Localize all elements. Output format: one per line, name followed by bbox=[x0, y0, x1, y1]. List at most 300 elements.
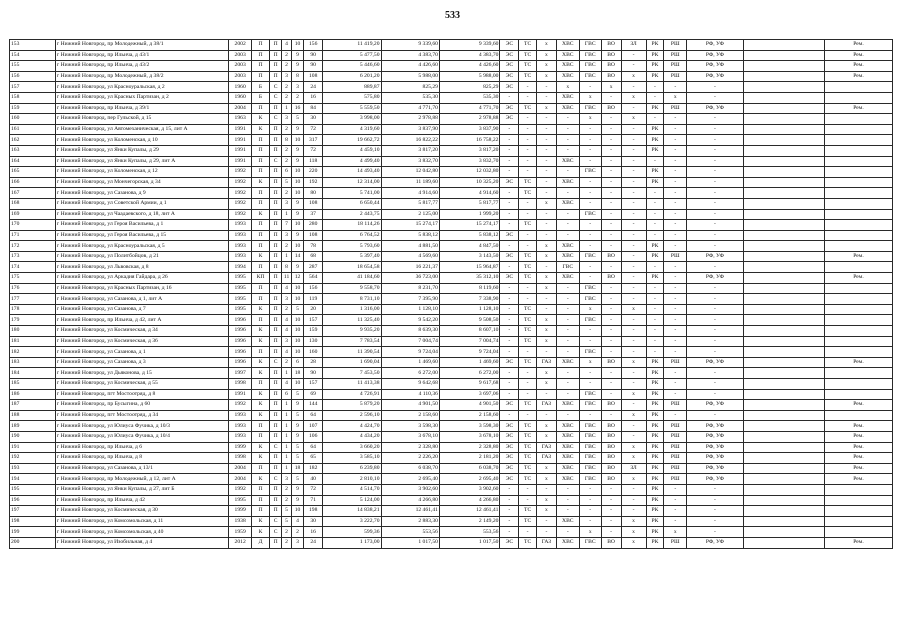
table-cell: - bbox=[579, 379, 601, 390]
table-cell: ТС bbox=[519, 516, 537, 527]
table-cell: ЭС bbox=[500, 421, 519, 432]
table-cell: 5 559,50 bbox=[323, 103, 381, 114]
table-cell: 2 596,10 bbox=[323, 410, 381, 421]
table-cell: 20 bbox=[304, 304, 323, 315]
table-cell: П bbox=[269, 431, 282, 442]
table-cell: 3 678,10 bbox=[439, 431, 500, 442]
table-cell: - bbox=[519, 124, 537, 135]
table-cell: ХВС bbox=[556, 537, 579, 548]
table-cell: х bbox=[579, 527, 601, 538]
table-cell: ВО bbox=[601, 474, 621, 485]
table-cell: - bbox=[500, 135, 519, 146]
table-row bbox=[10, 103, 893, 114]
table-cell: ГВС bbox=[579, 251, 601, 262]
table-cell: 4 726,91 bbox=[323, 389, 381, 400]
table-cell: РК bbox=[646, 506, 664, 517]
table-cell bbox=[743, 389, 824, 400]
table-row bbox=[10, 537, 893, 548]
table-cell: Рем. bbox=[825, 474, 893, 485]
table-cell: РК bbox=[646, 400, 664, 411]
table-cell: - bbox=[519, 495, 537, 506]
table-cell: х bbox=[664, 92, 687, 103]
table-cell: 4 499,40 bbox=[323, 156, 381, 167]
table-cell: ХВС bbox=[556, 516, 579, 527]
table-cell: - bbox=[621, 198, 646, 209]
table-cell: 15 964,87 bbox=[439, 262, 500, 273]
table-cell: КП bbox=[252, 273, 270, 284]
table-cell: х bbox=[536, 198, 556, 209]
table-cell: С bbox=[269, 92, 282, 103]
table-cell: 10 bbox=[291, 379, 304, 390]
table-cell: ЭС bbox=[500, 463, 519, 474]
table-cell: К bbox=[252, 516, 270, 527]
table-cell: - bbox=[579, 262, 601, 273]
table-cell: - bbox=[601, 484, 621, 495]
table-cell: 30 bbox=[304, 114, 323, 125]
table-cell: - bbox=[664, 241, 687, 252]
table-cell: 2012 bbox=[229, 537, 252, 548]
table-cell: ВО bbox=[601, 50, 621, 61]
table-cell: ХВС bbox=[556, 474, 579, 485]
table-cell: 9 bbox=[291, 400, 304, 411]
table-cell: 108 bbox=[304, 230, 323, 241]
table-cell: 9 bbox=[291, 198, 304, 209]
table-cell: 189 bbox=[10, 421, 56, 432]
table-cell: ВО bbox=[601, 453, 621, 464]
table-cell: 80 bbox=[304, 188, 323, 199]
table-row bbox=[10, 156, 893, 167]
table-cell: ГВС bbox=[579, 421, 601, 432]
table-cell: 3 222,70 bbox=[323, 516, 381, 527]
table-cell: 71 bbox=[304, 495, 323, 506]
table-cell: 2 328,80 bbox=[439, 442, 500, 453]
table-cell: - bbox=[687, 410, 743, 421]
table-cell: - bbox=[500, 156, 519, 167]
table-cell: 18 654,58 bbox=[323, 262, 381, 273]
table-cell: ГВС bbox=[579, 442, 601, 453]
table-cell: ВО bbox=[601, 463, 621, 474]
table-cell: - bbox=[601, 135, 621, 146]
table-cell: П bbox=[269, 315, 282, 326]
table-cell: - bbox=[579, 145, 601, 156]
table-cell: 4 914,60 bbox=[381, 188, 439, 199]
table-cell: - bbox=[687, 516, 743, 527]
table-cell: 2 158,60 bbox=[439, 410, 500, 421]
table-cell: - bbox=[556, 389, 579, 400]
table-cell: 2 bbox=[282, 50, 291, 61]
table-cell: 160 bbox=[10, 114, 56, 125]
table-cell: 7 bbox=[282, 220, 291, 231]
table-cell bbox=[825, 495, 893, 506]
table-cell: ВО bbox=[601, 431, 621, 442]
table-cell: 8 731,10 bbox=[323, 294, 381, 305]
table-cell: Рем. bbox=[825, 251, 893, 262]
table-cell: - bbox=[687, 92, 743, 103]
table-cell: ГВС bbox=[579, 61, 601, 72]
table-cell: - bbox=[664, 145, 687, 156]
table-cell bbox=[743, 315, 824, 326]
table-cell: - bbox=[664, 230, 687, 241]
table-cell: П bbox=[252, 315, 270, 326]
table-cell bbox=[825, 410, 893, 421]
table-cell: П bbox=[252, 220, 270, 231]
table-cell: 5 988,00 bbox=[381, 71, 439, 82]
table-cell: П bbox=[252, 262, 270, 273]
table-cell: 12 461,41 bbox=[381, 506, 439, 517]
table-cell: 2 443,75 bbox=[323, 209, 381, 220]
table-cell: П bbox=[269, 283, 282, 294]
address-cell: г Нижний Новгород, ул Красноуральская, д 5 bbox=[55, 241, 228, 252]
table-row bbox=[10, 92, 893, 103]
table-cell bbox=[825, 145, 893, 156]
table-cell: - bbox=[664, 273, 687, 284]
table-cell: - bbox=[601, 347, 621, 358]
table-cell: - bbox=[621, 145, 646, 156]
table-cell: РШ bbox=[664, 431, 687, 442]
table-cell: - bbox=[500, 389, 519, 400]
table-cell: 1 bbox=[282, 421, 291, 432]
table-cell: 40 bbox=[304, 474, 323, 485]
table-cell: 198 bbox=[10, 516, 56, 527]
table-cell: Б bbox=[252, 92, 270, 103]
table-cell: РШ bbox=[664, 357, 687, 368]
table-row bbox=[10, 40, 893, 51]
table-cell: 9 724,04 bbox=[439, 347, 500, 358]
table-cell: П bbox=[269, 103, 282, 114]
table-cell: Д bbox=[252, 537, 270, 548]
table-cell: 14 838,21 bbox=[323, 506, 381, 517]
table-cell: 2 bbox=[282, 357, 291, 368]
table-cell: ВО bbox=[601, 400, 621, 411]
table-cell: - bbox=[646, 230, 664, 241]
table-cell: ТС bbox=[519, 40, 537, 51]
table-cell: 1993 bbox=[229, 220, 252, 231]
table-cell: 6 764,52 bbox=[323, 230, 381, 241]
table-cell: 1995 bbox=[229, 495, 252, 506]
table-cell: - bbox=[621, 421, 646, 432]
table-cell: 5 838,12 bbox=[439, 230, 500, 241]
table-cell: 16 bbox=[304, 92, 323, 103]
table-cell: х bbox=[536, 71, 556, 82]
table-cell: ГВС bbox=[579, 40, 601, 51]
table-cell: - bbox=[536, 304, 556, 315]
table-cell: - bbox=[687, 484, 743, 495]
table-cell: РК bbox=[646, 527, 664, 538]
table-cell: 9 bbox=[291, 156, 304, 167]
table-row bbox=[10, 336, 893, 347]
table-cell: 9 bbox=[291, 230, 304, 241]
table-cell: - bbox=[621, 484, 646, 495]
table-cell: 4 514,70 bbox=[323, 484, 381, 495]
table-cell: 4 383,70 bbox=[381, 50, 439, 61]
table-cell: 1996 bbox=[229, 336, 252, 347]
table-cell bbox=[825, 326, 893, 337]
table-row bbox=[10, 484, 893, 495]
table-cell: 287 bbox=[304, 262, 323, 273]
table-cell: 9 bbox=[291, 145, 304, 156]
table-cell bbox=[743, 336, 824, 347]
table-cell: 2 bbox=[282, 92, 291, 103]
table-cell: 4 266,80 bbox=[439, 495, 500, 506]
table-cell: П bbox=[269, 230, 282, 241]
table-cell: 2 158,60 bbox=[381, 410, 439, 421]
table-cell: Рем. bbox=[825, 431, 893, 442]
table-cell: - bbox=[646, 198, 664, 209]
table-cell: - bbox=[664, 167, 687, 178]
table-cell: - bbox=[664, 220, 687, 231]
table-cell: 18 bbox=[291, 463, 304, 474]
address-cell: г Нижний Новгород, ул Юлиуса Фучика, д 10/4 bbox=[55, 431, 228, 442]
table-cell: - bbox=[500, 379, 519, 390]
table-cell: 10 bbox=[291, 326, 304, 337]
table-cell: 825,29 bbox=[381, 82, 439, 93]
table-cell: 195 bbox=[10, 484, 56, 495]
table-row bbox=[10, 389, 893, 400]
table-cell: - bbox=[536, 294, 556, 305]
table-cell: РК bbox=[646, 410, 664, 421]
table-cell: - bbox=[664, 114, 687, 125]
table-cell: - bbox=[621, 167, 646, 178]
address-cell: г Нижний Новгород, ул Героя Васильева, д 1 bbox=[55, 220, 228, 231]
table-cell: 10 bbox=[291, 347, 304, 358]
table-cell: 174 bbox=[10, 262, 56, 273]
table-cell: РФ, УФ bbox=[687, 463, 743, 474]
address-cell: г Нижний Новгород, пр Ильича, д 42, лит А bbox=[55, 315, 228, 326]
table-cell: П bbox=[269, 495, 282, 506]
table-cell: - bbox=[500, 516, 519, 527]
table-cell: 9 508,50 bbox=[439, 315, 500, 326]
address-cell: г Нижний Новгород, ул Коломенская, д 12 bbox=[55, 167, 228, 178]
table-cell: - bbox=[579, 273, 601, 284]
table-cell: ЭС bbox=[500, 82, 519, 93]
table-cell: П bbox=[269, 40, 282, 51]
table-cell: РК bbox=[646, 389, 664, 400]
table-cell bbox=[743, 273, 824, 284]
table-cell: 889,87 bbox=[323, 82, 381, 93]
table-cell: 1992 bbox=[229, 484, 252, 495]
table-cell: ТС bbox=[519, 537, 537, 548]
table-cell: РК bbox=[646, 379, 664, 390]
table-cell: 163 bbox=[10, 145, 56, 156]
table-cell: - bbox=[687, 220, 743, 231]
table-cell bbox=[743, 506, 824, 517]
table-cell: 4 881,50 bbox=[381, 241, 439, 252]
table-cell: - bbox=[687, 188, 743, 199]
table-cell: - bbox=[601, 167, 621, 178]
table-cell: 2 bbox=[282, 124, 291, 135]
table-cell bbox=[825, 389, 893, 400]
address-cell: г Нижний Новгород, ул Янки Купалы, д 29, лит А bbox=[55, 156, 228, 167]
table-cell: Рем. bbox=[825, 71, 893, 82]
table-row bbox=[10, 209, 893, 220]
table-cell: - bbox=[519, 527, 537, 538]
table-cell: П bbox=[269, 71, 282, 82]
table-cell bbox=[743, 442, 824, 453]
table-cell: 19 662,72 bbox=[323, 135, 381, 146]
table-cell: - bbox=[601, 124, 621, 135]
table-cell: 5 477,50 bbox=[323, 50, 381, 61]
table-cell: - bbox=[556, 410, 579, 421]
table-cell: 6 650,44 bbox=[323, 198, 381, 209]
table-cell: 3 837,90 bbox=[381, 124, 439, 135]
table-cell: - bbox=[621, 368, 646, 379]
table-cell: 6 272,00 bbox=[381, 368, 439, 379]
table-cell: - bbox=[500, 304, 519, 315]
table-cell: 16 bbox=[291, 103, 304, 114]
table-cell bbox=[743, 294, 824, 305]
table-cell: - bbox=[579, 177, 601, 188]
table-cell: П bbox=[269, 167, 282, 178]
table-cell: РФ, УФ bbox=[687, 400, 743, 411]
address-cell: г Нижний Новгород, ул Янки Купалы, д 29 bbox=[55, 145, 228, 156]
table-cell: - bbox=[621, 379, 646, 390]
address-cell: г Нижний Новгород, ул Советской Армии, д 1 bbox=[55, 198, 228, 209]
table-cell: - bbox=[556, 347, 579, 358]
table-cell: ЭС bbox=[500, 177, 519, 188]
table-cell: - bbox=[500, 410, 519, 421]
table-cell: - bbox=[519, 114, 537, 125]
table-cell: - bbox=[687, 304, 743, 315]
table-cell: 2 bbox=[282, 145, 291, 156]
table-cell bbox=[743, 537, 824, 548]
table-cell bbox=[825, 294, 893, 305]
table-cell: 1994 bbox=[229, 262, 252, 273]
table-cell: ТС bbox=[519, 315, 537, 326]
table-cell: - bbox=[519, 241, 537, 252]
table-cell: - bbox=[601, 156, 621, 167]
table-cell: - bbox=[664, 304, 687, 315]
table-cell: - bbox=[621, 336, 646, 347]
table-row bbox=[10, 241, 893, 252]
table-cell: - bbox=[536, 410, 556, 421]
table-cell: 5 bbox=[291, 410, 304, 421]
table-cell: ХВС bbox=[556, 463, 579, 474]
table-cell bbox=[743, 368, 824, 379]
table-cell: 9 935,20 bbox=[323, 326, 381, 337]
table-cell: - bbox=[579, 198, 601, 209]
table-cell: ТС bbox=[519, 262, 537, 273]
table-row bbox=[10, 357, 893, 368]
table-cell bbox=[743, 188, 824, 199]
table-cell: Рем. bbox=[825, 421, 893, 432]
table-cell: ТС bbox=[519, 50, 537, 61]
table-cell: 1960 bbox=[229, 92, 252, 103]
table-cell: - bbox=[621, 188, 646, 199]
table-cell: ХВС bbox=[556, 177, 579, 188]
table-cell: х bbox=[621, 527, 646, 538]
address-cell: г Нижний Новгород, ул Комсомольская, д 11 bbox=[55, 516, 228, 527]
table-cell: - bbox=[646, 156, 664, 167]
table-cell: 5 838,12 bbox=[381, 230, 439, 241]
table-cell: ЭС bbox=[500, 50, 519, 61]
table-cell: П bbox=[252, 379, 270, 390]
table-cell: 1 999,20 bbox=[439, 209, 500, 220]
table-cell: 1963 bbox=[229, 114, 252, 125]
table-cell: - bbox=[646, 315, 664, 326]
table-cell: - bbox=[687, 495, 743, 506]
table-cell: РК bbox=[646, 50, 664, 61]
table-cell: ХВС bbox=[556, 442, 579, 453]
table-cell: 181 bbox=[10, 336, 56, 347]
table-cell: ГВС bbox=[579, 474, 601, 485]
table-cell: - bbox=[556, 368, 579, 379]
table-cell: 188 bbox=[10, 410, 56, 421]
table-cell: - bbox=[519, 156, 537, 167]
table-cell: 1 bbox=[282, 103, 291, 114]
table-cell: П bbox=[269, 389, 282, 400]
table-cell: 64 bbox=[304, 410, 323, 421]
table-cell: ТС bbox=[519, 177, 537, 188]
table-cell: - bbox=[664, 368, 687, 379]
table-cell: 2 bbox=[282, 495, 291, 506]
table-cell bbox=[825, 209, 893, 220]
table-cell: х bbox=[621, 474, 646, 485]
table-cell: 10 bbox=[291, 294, 304, 305]
table-cell: - bbox=[579, 156, 601, 167]
table-cell: РК bbox=[646, 368, 664, 379]
table-cell: 1 bbox=[282, 368, 291, 379]
table-cell: - bbox=[601, 177, 621, 188]
table-cell: - bbox=[601, 389, 621, 400]
table-cell: 825,29 bbox=[439, 82, 500, 93]
table-cell: 1993 bbox=[229, 421, 252, 432]
table-cell: - bbox=[664, 495, 687, 506]
table-cell: - bbox=[556, 379, 579, 390]
table-cell: С bbox=[269, 516, 282, 527]
table-cell bbox=[743, 474, 824, 485]
table-cell: 2 810,10 bbox=[323, 474, 381, 485]
table-cell: х bbox=[536, 506, 556, 517]
table-row bbox=[10, 516, 893, 527]
table-cell: - bbox=[601, 368, 621, 379]
table-cell: 15 274,17 bbox=[381, 220, 439, 231]
table-cell: - bbox=[519, 368, 537, 379]
table-cell: К bbox=[252, 474, 270, 485]
table-cell: 65 bbox=[304, 453, 323, 464]
table-cell: РФ, УФ bbox=[687, 273, 743, 284]
table-cell: П bbox=[269, 294, 282, 305]
table-cell: 7 338,90 bbox=[439, 294, 500, 305]
table-cell bbox=[743, 495, 824, 506]
table-cell bbox=[743, 463, 824, 474]
table-cell: - bbox=[646, 114, 664, 125]
table-cell: 1991 bbox=[229, 156, 252, 167]
table-cell: ХВС bbox=[556, 400, 579, 411]
table-cell: - bbox=[556, 506, 579, 517]
address-cell: г Нижний Новгород, ул Изобильная, д 4 bbox=[55, 537, 228, 548]
table-cell: 177 bbox=[10, 294, 56, 305]
table-cell: х bbox=[536, 474, 556, 485]
table-cell: 5 988,00 bbox=[439, 71, 500, 82]
table-cell: Рем. bbox=[825, 50, 893, 61]
table-cell: - bbox=[664, 262, 687, 273]
table-cell: 5 879,20 bbox=[323, 400, 381, 411]
table-cell: ЭС bbox=[500, 103, 519, 114]
table-cell: - bbox=[621, 135, 646, 146]
table-cell: РШ bbox=[664, 421, 687, 432]
table-cell: - bbox=[556, 315, 579, 326]
table-cell: 24 bbox=[304, 537, 323, 548]
table-cell: - bbox=[621, 315, 646, 326]
table-cell: 4 bbox=[291, 516, 304, 527]
table-cell: х bbox=[621, 114, 646, 125]
table-cell: П bbox=[269, 135, 282, 146]
table-cell bbox=[743, 103, 824, 114]
table-cell: 1998 bbox=[229, 379, 252, 390]
address-cell: г Нижний Новгород, пр Молодежный, д 12, лит А bbox=[55, 474, 228, 485]
table-cell: ТС bbox=[519, 431, 537, 442]
table-cell: х bbox=[536, 336, 556, 347]
